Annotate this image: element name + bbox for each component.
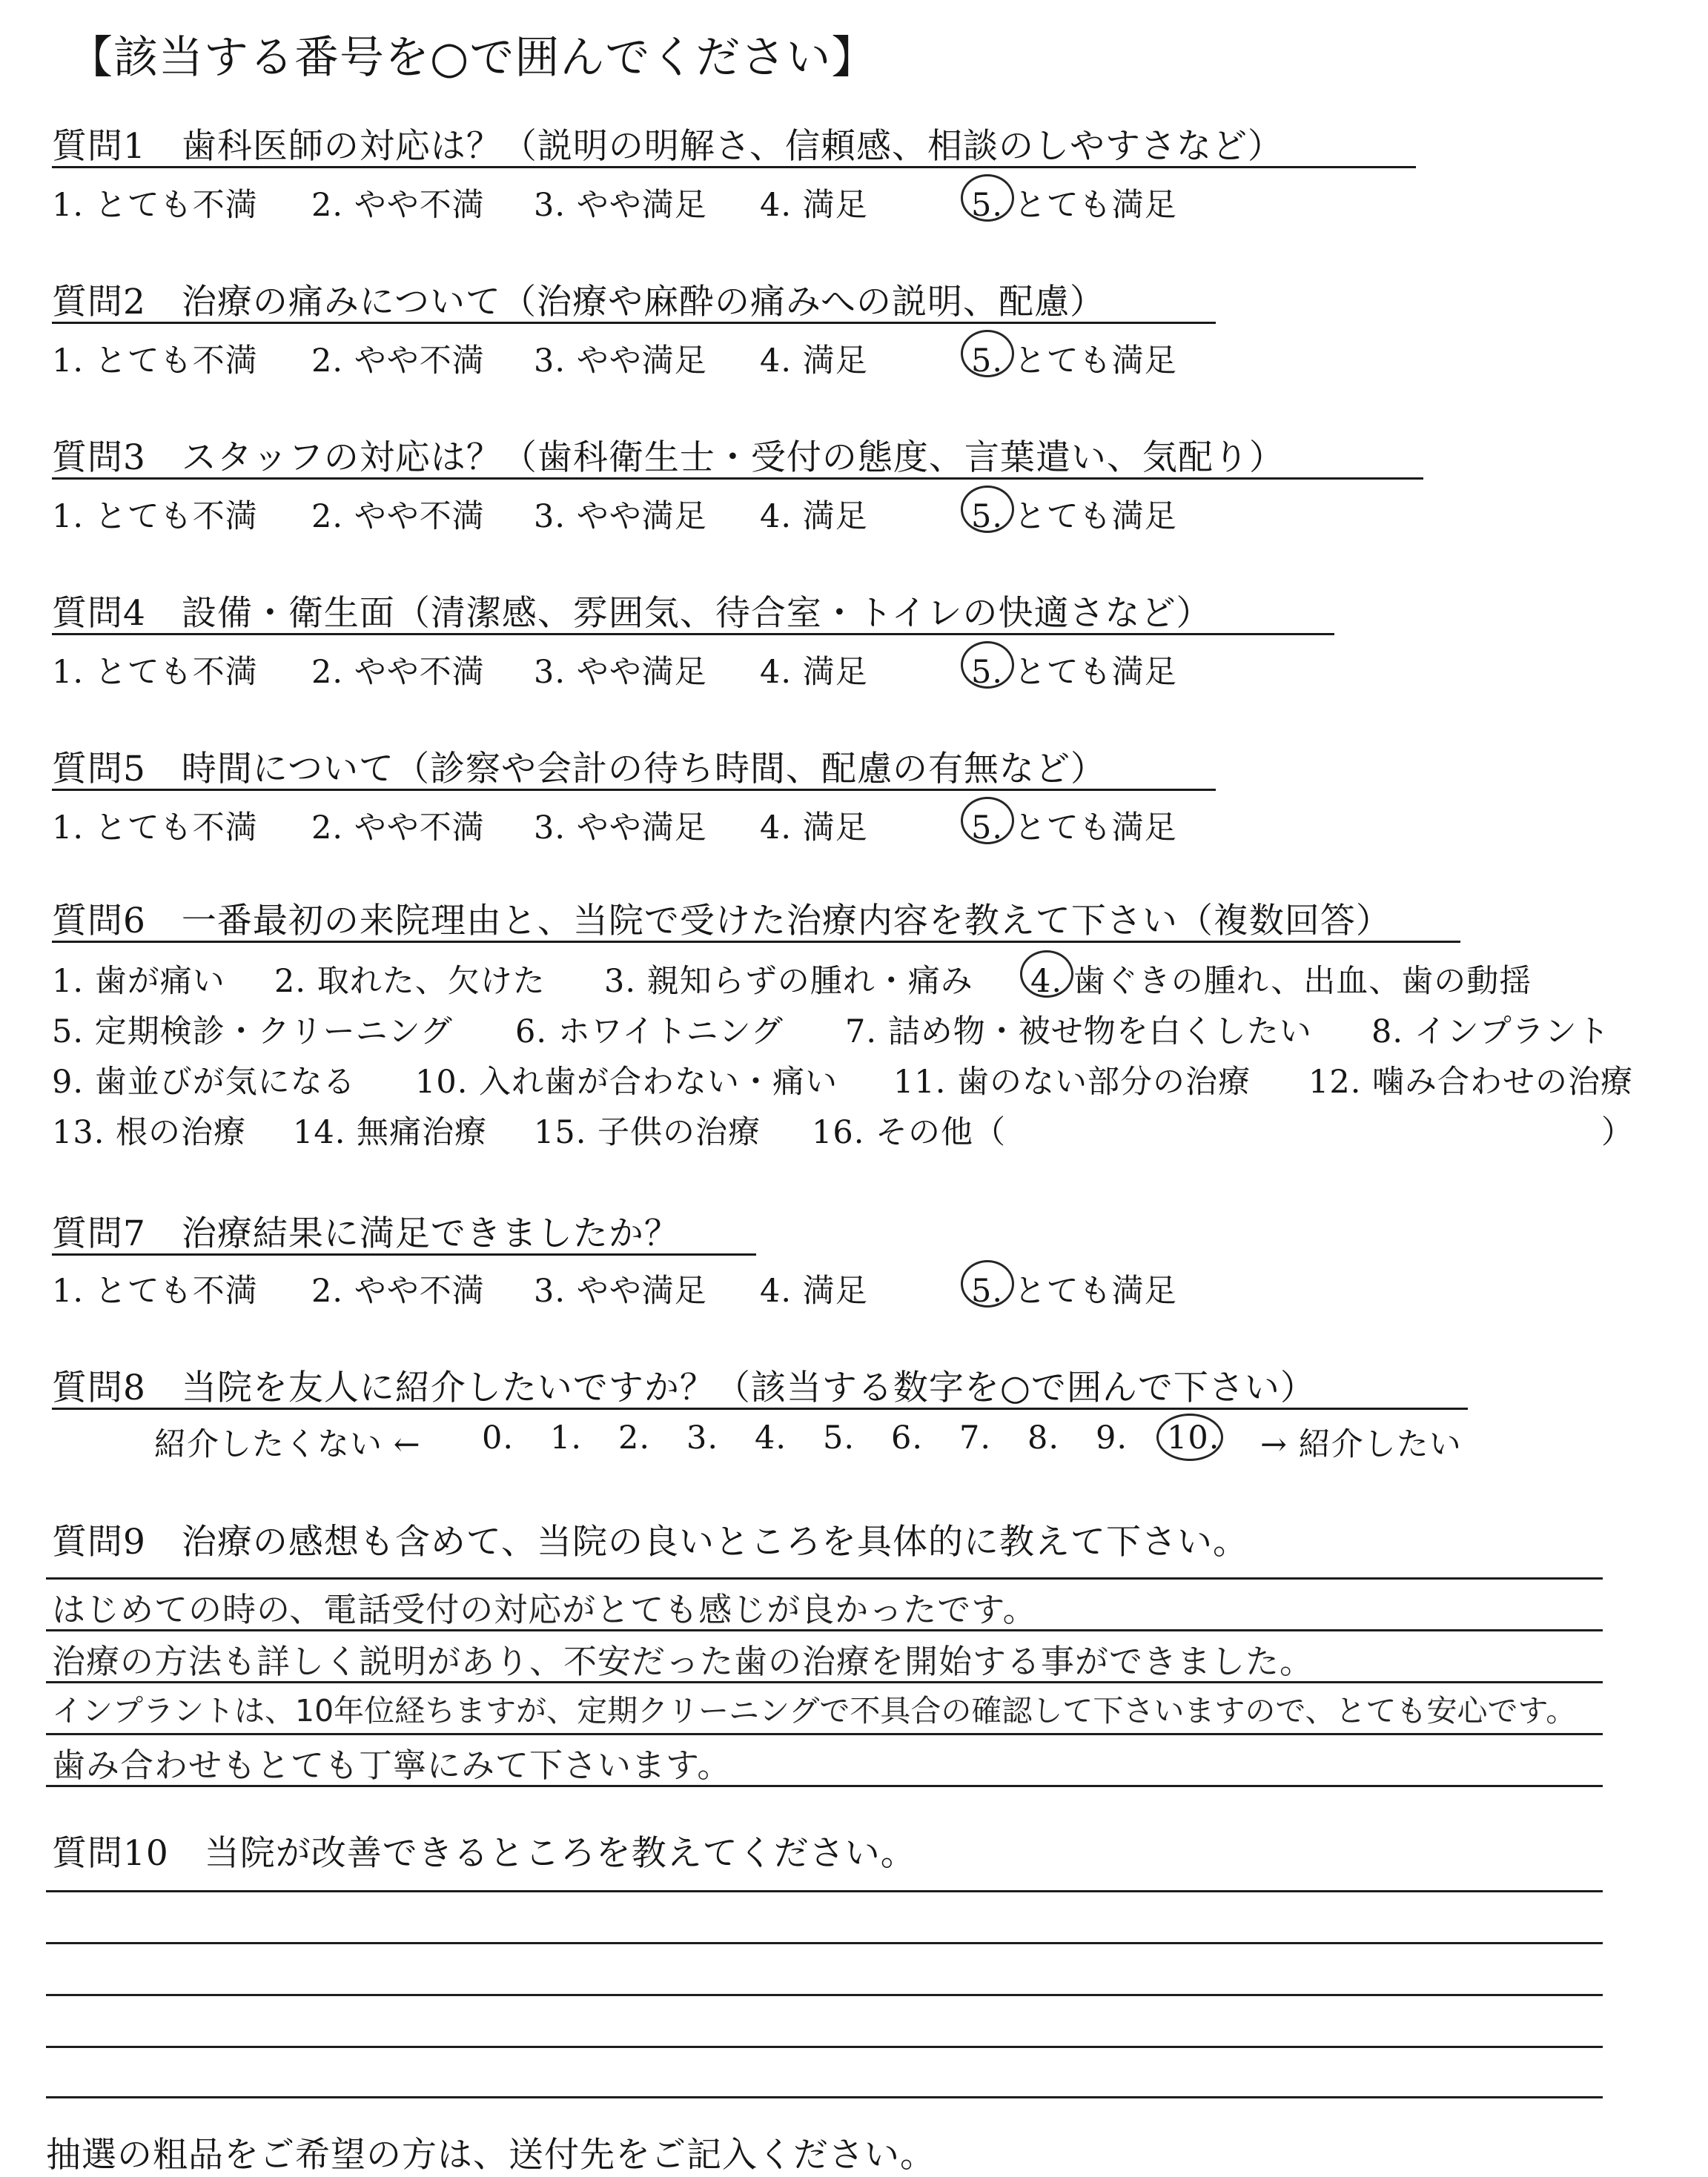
question-4-underline: [52, 633, 1334, 635]
q6-option-13[interactable]: 13. 根の治療: [52, 1114, 247, 1151]
q1-option-5[interactable]: 5. とても満足: [971, 180, 1177, 225]
q6-option-9[interactable]: 9. 歯並びが気になる: [52, 1064, 356, 1101]
q5-option-1[interactable]: 1. とても不満: [52, 809, 258, 846]
q6-option-11[interactable]: 11. 歯のない部分の治療: [893, 1064, 1251, 1101]
question-6-row-2: [52, 1007, 1683, 1051]
answer-circle-mark: [961, 797, 1014, 844]
q6-option-12[interactable]: 12. 噛み合わせの治療: [1308, 1064, 1634, 1101]
q1-option-2[interactable]: 2. やや不満: [311, 187, 485, 224]
q8-option-2[interactable]: 2.: [618, 1419, 651, 1457]
q5-option-3[interactable]: 3. やや満足: [534, 809, 707, 846]
q8-option-1[interactable]: 1.: [550, 1419, 583, 1457]
q10-writing-line[interactable]: [46, 2046, 1603, 2048]
answer-circle-mark: [961, 330, 1014, 377]
q7-option-4[interactable]: 4. 満足: [760, 1273, 868, 1310]
q5-option-5[interactable]: 5. とても満足: [971, 803, 1177, 848]
question-8-title: 質問8 当院を友人に紹介したいですか？（該当する数字を○で囲んで下さい）: [52, 1368, 1316, 1408]
q2-option-1[interactable]: 1. とても不満: [52, 342, 258, 380]
q10-writing-line[interactable]: [46, 1994, 1603, 1996]
answer-circle-mark: [961, 641, 1014, 689]
q10-writing-line[interactable]: [46, 1890, 1603, 1892]
q5-option-4[interactable]: 4. 満足: [760, 809, 868, 846]
question-6-row-1: [52, 956, 1683, 1001]
question-6-title: 質問6 一番最初の来院理由と、当院で受けた治療内容を教えて下さい（複数回答）: [52, 901, 1391, 941]
q1-option-4[interactable]: 4. 満足: [760, 187, 868, 224]
q6-other-close-paren: ）: [1601, 1114, 1634, 1151]
q7-option-5[interactable]: 5. とても満足: [971, 1266, 1177, 1311]
question-3-title: 質問3 スタッフの対応は？（歯科衛生士・受付の態度、言葉遣い、気配り）: [52, 437, 1285, 478]
question-4-title: 質問4 設備・衛生面（清潔感、雰囲気、待合室・トイレの快適さなど）: [52, 593, 1212, 634]
q6-option-2[interactable]: 2. 取れた、欠けた: [274, 963, 546, 1000]
answer-circle-mark: [1156, 1414, 1223, 1461]
q9-answer-line-4: 歯み合わせもとても丁寧にみて下さいます。: [52, 1746, 732, 1785]
question-7-title: 質問7 治療結果に満足できましたか？: [52, 1213, 680, 1254]
q1-option-1[interactable]: 1. とても不満: [52, 187, 258, 224]
question-7-options: [52, 1266, 1683, 1310]
q7-option-3[interactable]: 3. やや満足: [534, 1273, 707, 1310]
q5-option-2[interactable]: 2. やや不満: [311, 809, 485, 846]
question-9-title: 質問9 治療の感想も含めて、当院の良いところを具体的に教えて下さい。: [52, 1522, 1248, 1563]
q3-option-3[interactable]: 3. やや満足: [534, 498, 707, 535]
q6-option-4[interactable]: 4. 歯ぐきの腫れ、出血、歯の動揺: [1030, 956, 1532, 1001]
q6-option-6[interactable]: 6. ホワイトニング: [515, 1013, 784, 1050]
form-header: 【該当する番号を○で囲んでください】: [68, 32, 877, 84]
q8-option-5[interactable]: 5.: [823, 1419, 855, 1457]
question-10-title: 質問10 当院が改善できるところを教えてください。: [52, 1833, 916, 1874]
prize-address-note: 抽選の粗品をご希望の方は、送付先をご記入ください。: [46, 2135, 936, 2176]
answer-circle-mark: [961, 1260, 1014, 1308]
question-1-options: [52, 180, 1683, 225]
q4-option-4[interactable]: 4. 満足: [760, 654, 868, 691]
q8-option-0[interactable]: 0.: [482, 1419, 514, 1457]
question-1-title: 質問1 歯科医師の対応は？（説明の明解さ、信頼感、相談のしやすさなど）: [52, 126, 1284, 167]
q9-writing-line: [46, 1733, 1603, 1735]
q7-option-1[interactable]: 1. とても不満: [52, 1273, 258, 1310]
question-3-underline: [52, 477, 1423, 480]
question-3-options: [52, 491, 1683, 536]
question-6-row-3: [52, 1057, 1683, 1101]
q6-option-5[interactable]: 5. 定期検診・クリーニング: [52, 1013, 453, 1050]
q3-option-2[interactable]: 2. やや不満: [311, 498, 485, 535]
q6-option-15[interactable]: 15. 子供の治療: [534, 1114, 761, 1151]
q4-option-5[interactable]: 5. とても満足: [971, 647, 1177, 692]
q8-left-label: 紹介したくない ←: [154, 1426, 421, 1463]
q8-right-label: → 紹介したい: [1260, 1426, 1462, 1463]
question-4-options: [52, 647, 1683, 692]
q6-option-1[interactable]: 1. 歯が痛い: [52, 963, 225, 1000]
q8-option-6[interactable]: 6.: [891, 1419, 924, 1457]
question-2-underline: [52, 322, 1216, 324]
answer-circle-mark: [961, 486, 1014, 533]
q6-option-10[interactable]: 10. 入れ歯が合わない・痛い: [415, 1064, 838, 1101]
q8-option-7[interactable]: 7.: [959, 1419, 992, 1457]
question-5-underline: [52, 789, 1216, 791]
question-6-row-4: [52, 1107, 1683, 1152]
q9-answer-line-2: 治療の方法も詳しく説明があり、不安だった歯の治療を開始する事ができました。: [52, 1642, 1314, 1681]
q4-option-2[interactable]: 2. やや不満: [311, 654, 485, 691]
q3-option-4[interactable]: 4. 満足: [760, 498, 868, 535]
q7-option-2[interactable]: 2. やや不満: [311, 1273, 485, 1310]
question-5-title: 質問5 時間について（診察や会計の待ち時間、配慮の有無など）: [52, 749, 1106, 789]
q1-option-3[interactable]: 3. やや満足: [534, 187, 707, 224]
q8-option-8[interactable]: 8.: [1027, 1419, 1060, 1457]
q8-option-3[interactable]: 3.: [686, 1419, 719, 1457]
question-1-underline: [52, 166, 1416, 168]
q8-option-10[interactable]: 10.: [1167, 1419, 1219, 1457]
q10-writing-line[interactable]: [46, 2096, 1603, 2098]
q8-option-4[interactable]: 4.: [755, 1419, 787, 1457]
question-2-title: 質問2 治療の痛みについて（治療や麻酔の痛みへの説明、配慮）: [52, 282, 1106, 322]
question-8-scale: [52, 1419, 1683, 1464]
q9-answer-line-3: インプラントは、10年位経ちますが、定期クリーニングで不具合の確認して下さいますので、とても安心です。: [52, 1693, 1577, 1729]
q9-writing-line: [46, 1577, 1603, 1580]
q4-option-1[interactable]: 1. とても不満: [52, 654, 258, 691]
q10-writing-line[interactable]: [46, 1942, 1603, 1944]
question-6-underline: [52, 941, 1460, 943]
q2-option-5[interactable]: 5. とても満足: [971, 336, 1177, 381]
q3-option-1[interactable]: 1. とても不満: [52, 498, 258, 535]
q6-option-14[interactable]: 14. 無痛治療: [293, 1114, 488, 1151]
q9-answer-line-1: はじめての時の、電話受付の対応がとても感じが良かったです。: [52, 1590, 1037, 1629]
question-2-options: [52, 336, 1683, 380]
q3-option-5[interactable]: 5. とても満足: [971, 491, 1177, 537]
question-5-options: [52, 803, 1683, 847]
q6-option-7[interactable]: 7. 詰め物・被せ物を白くしたい: [845, 1013, 1312, 1050]
q2-option-3[interactable]: 3. やや満足: [534, 342, 707, 380]
q6-option-16[interactable]: 16. その他（: [812, 1114, 1007, 1151]
q2-option-2[interactable]: 2. やや不満: [311, 342, 485, 380]
q2-option-4[interactable]: 4. 満足: [760, 342, 868, 380]
question-7-underline: [52, 1253, 756, 1256]
q6-option-3[interactable]: 3. 親知らずの腫れ・痛み: [604, 963, 973, 1000]
answer-circle-mark: [961, 174, 1014, 222]
question-8-underline: [52, 1408, 1468, 1410]
q8-option-9[interactable]: 9.: [1096, 1419, 1128, 1457]
answer-circle-mark: [1020, 950, 1073, 998]
q4-option-3[interactable]: 3. やや満足: [534, 654, 707, 691]
q6-option-8[interactable]: 8. インプラント: [1371, 1013, 1610, 1050]
